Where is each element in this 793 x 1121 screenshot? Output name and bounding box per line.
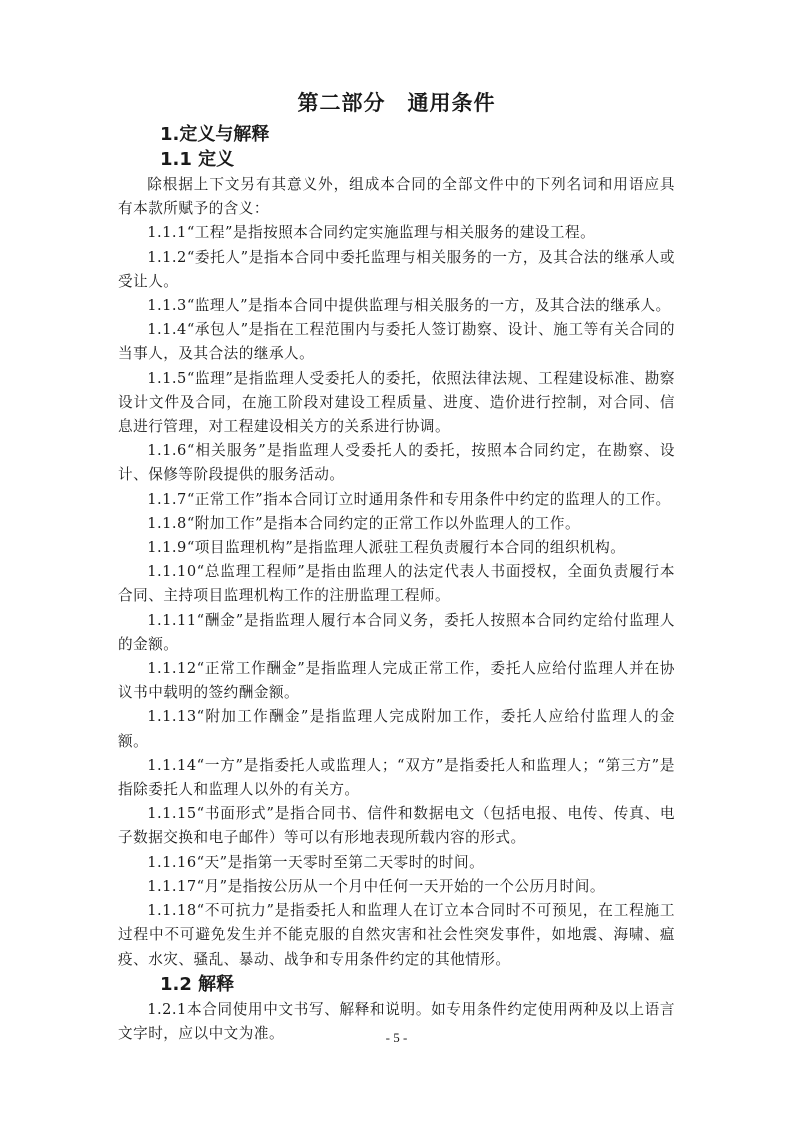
paragraph: 1.1.5“监理”是指监理人受委托人的委托，依照法律法规、工程建设标准、勘察设计文件及合同，在施工阶段对建设工程质量、进度、造价进行控制，对合同、信息进行管理，对工程建设相关方的关系进行协调。 — [118, 369, 675, 436]
paragraph: 1.1.18“不可抗力”是指委托人和监理人在订立本合同时不可预见，在工程施工过程中不可避免发生并不能克服的自然灾害和社会性突发事件，如地震、海啸、瘟疫、水灾、骚乱、暴动、战争和专用条件约定的其他情形。 — [118, 902, 675, 968]
paragraph: 1.1.14“一方”是指委托人或监理人；“双方”是指委托人和监理人；“第三方”是指除委托人和监理人以外的有关方。 — [118, 756, 675, 799]
paragraph: 1.1.16“天”是指第一天零时至第二天零时的时间。 — [147, 853, 485, 871]
paragraph: 1.1.4“承包人”是指在工程范围内与委托人签订勘察、设计、施工等有关合同的当事人，及其合法的继承人。 — [118, 321, 675, 363]
paragraph: 1.1.2“委托人”是指本合同中委托监理与相关服务的一方，及其合法的继承人或受让人。 — [118, 248, 675, 290]
paragraph: 1.2.1本合同使用中文书写、解释和说明。如专用条件约定使用两种及以上语言文字时，应以中文为准。 — [118, 1000, 675, 1042]
paragraph: 1.1.6“相关服务”是指监理人受委托人的委托，按照本合同约定，在勘察、设计、保修等阶段提供的服务活动。 — [118, 442, 675, 484]
subsection-heading-1-1: 1.1 定义 — [160, 149, 235, 170]
paragraph: 1.1.3“监理人”是指本合同中提供监理与相关服务的一方，及其合法的继承人。 — [147, 297, 671, 315]
paragraph: 1.1.7“正常工作”指本合同订立时通用条件和专用条件中约定的监理人的工作。 — [147, 490, 671, 508]
page-title: 第二部分 通用条件 — [297, 91, 496, 115]
paragraph: 1.1.1“工程”是指按照本合同约定实施监理与相关服务的建设工程。 — [147, 224, 596, 242]
section-heading-definitions: 1.定义与解释 — [160, 124, 270, 145]
paragraph: 1.1.9“项目监理机构”是指监理人派驻工程负责履行本合同的组织机构。 — [147, 539, 626, 557]
paragraph: 1.1.13“附加工作酬金”是指监理人完成附加工作，委托人应给付监理人的金额。 — [118, 708, 675, 750]
paragraph: 1.1.15“书面形式”是指合同书、信件和数据电文（包括电报、电传、传真、电子数据交换和电子邮件）等可以有形地表现所载内容的形式。 — [118, 805, 675, 847]
paragraph: 1.1.17“月”是指按公历从一个月中任何一天开始的一个公历月时间。 — [147, 877, 605, 895]
subsection-heading-1-2: 1.2 解释 — [160, 973, 235, 995]
paragraph: 1.1.10“总监理工程师”是指由监理人的法定代表人书面授权，全面负责履行本合同、主持项目监理机构工作的注册监理工程师。 — [118, 563, 675, 605]
page-number: - 5 - — [385, 1030, 408, 1045]
paragraph: 1.1.8“附加工作”是指本合同约定的正常工作以外监理人的工作。 — [147, 514, 581, 532]
paragraph: 1.1.11“酬金”是指监理人履行本合同义务，委托人按照本合同约定给付监理人的金额。 — [118, 611, 675, 653]
paragraph: 1.1.12“正常工作酬金”是指监理人完成正常工作，委托人应给付监理人并在协议书中载明的签约酬金额。 — [118, 660, 675, 702]
paragraph: 除根据上下文另有其意义外，组成本合同的全部文件中的下列名词和用语应具有本款所赋予的含义： — [118, 176, 675, 218]
definitions-body — [118, 173, 675, 972]
